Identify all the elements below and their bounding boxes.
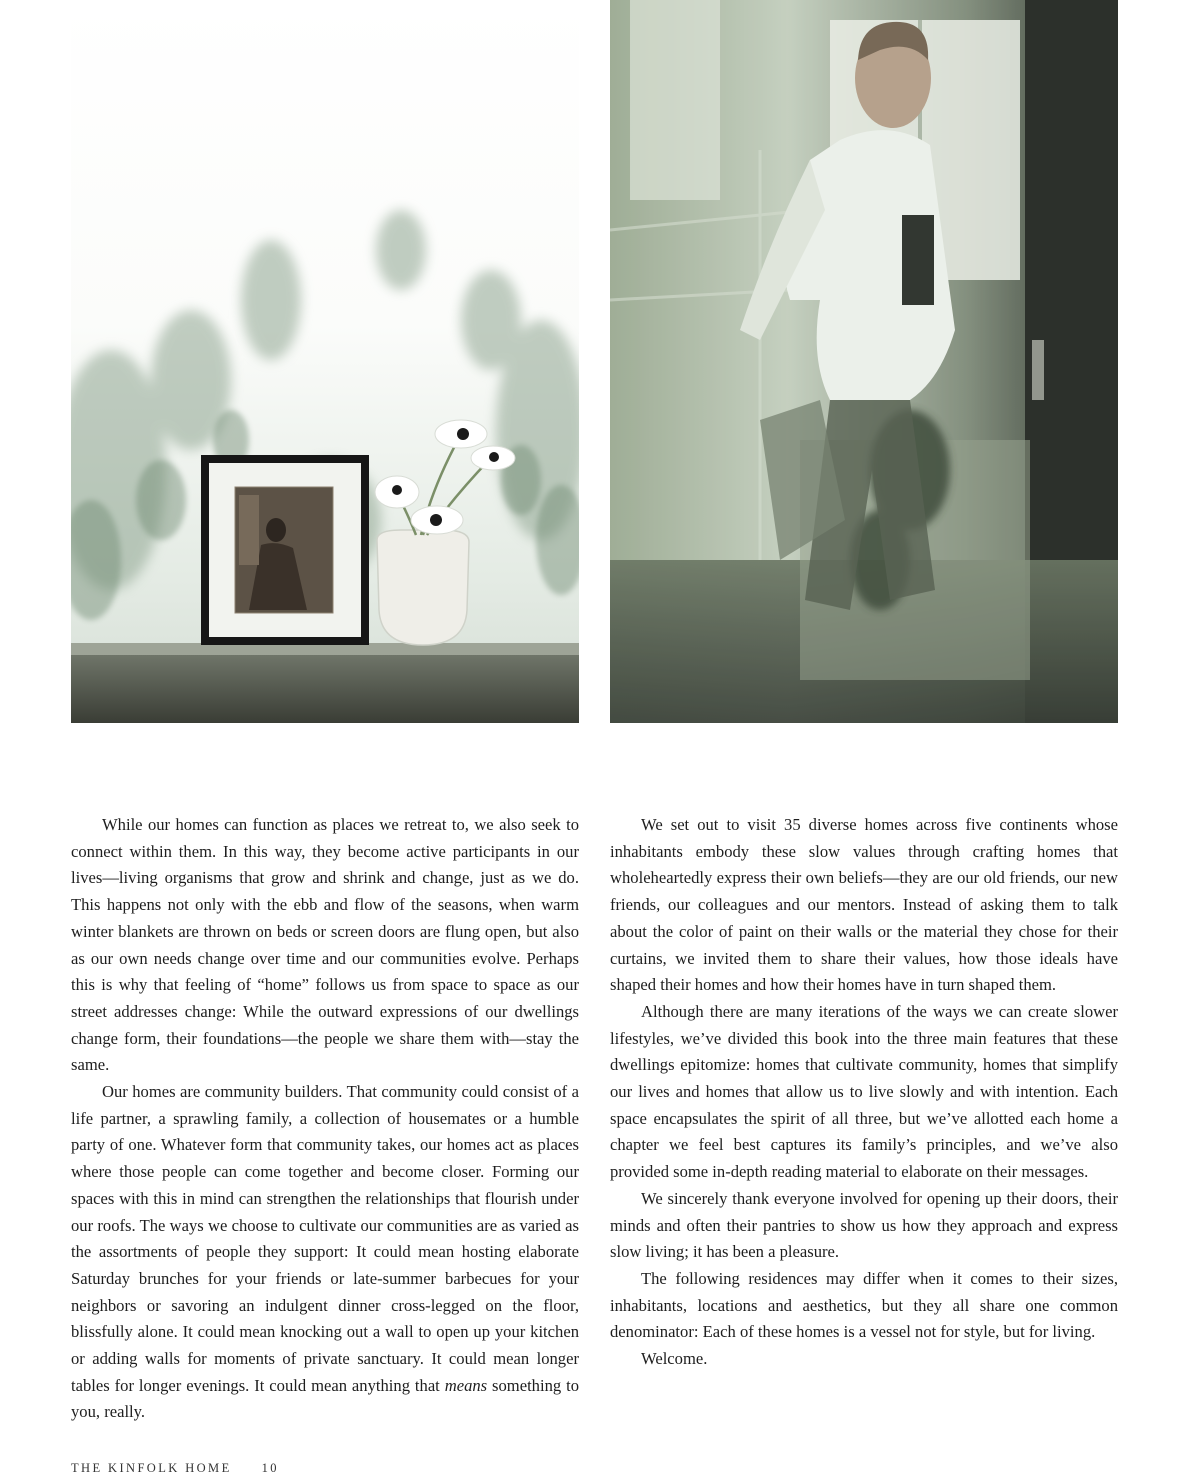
doorway-photo — [610, 0, 1118, 723]
paragraph: Although there are many iterations of the ways we can create slower lifestyles, we’ve divided this book into the three main features that these dwellings epitomize: homes that cultivate community, homes that simplify our lives and homes that allow us to live slowly and with intention. Each space encapsulates the spirit of all three, but we’ve allotted each home a chapter we feel best captures its family’s principles, and we’ve also provided some in-depth reading material to elaborate on their messages. — [610, 1001, 1118, 1182]
paragraph: While our homes can function as places we retreat to, we also seek to connect within them. In this way, they become active participants in our lives—living organisms that grow and shrink and change, just as we do. This happens not only with the ebb and flow of the seasons, when warm winter blankets are thrown on beds or screen doors are flung open, but also as our own needs change over time and our communities evolve. Perhaps this is why that feeling of “home” follows us from space to space as our street addresses change: While the outward expressions of our dwellings change form, their foundations—the people we share them with—stay the same. — [71, 815, 579, 1075]
article-left-column — [71, 812, 579, 1426]
page-footer — [71, 1461, 279, 1476]
paragraph: We set out to visit 35 diverse homes across five continents whose inhabitants embody these slow values through crafting homes that wholeheartedly express their own beliefs—they are our old friends, our new friends, our colleagues and our mentors. Instead of asking them to talk about the color of paint on their walls or the material they chose for their curtains, we invited them to share their values, how those ideals have shaped their homes and how their homes have in turn shaped them. — [610, 815, 1118, 995]
paragraph: The following residences may differ when it comes to their sizes, inhabitants, locations and aesthetics, but they all share one common denominator: Each of these homes is a vessel not for style, but for living. — [610, 1268, 1118, 1342]
windowsill-photo — [71, 0, 579, 723]
article-right-column — [610, 812, 1118, 1373]
emphasis: means — [444, 1375, 488, 1395]
paragraph: We sincerely thank everyone involved for opening up their doors, their minds and often their pantries to show us how they approach and express slow living; it has been a pleasure. — [610, 1188, 1118, 1262]
paragraph-tail: something to you, really. — [71, 1375, 580, 1422]
book-title: THE KINFOLK HOME — [71, 1461, 232, 1475]
paragraph — [71, 1079, 579, 1426]
paragraph-text: Our homes are community builders. That community could consist of a life partner, a sprawling family, a collection of housemates or a humble party of one. Whatever form that community takes, our homes act as places where those people can come together and become closer. Forming our spaces with this in mind can strengthen the relationships that flourish under our roofs. The ways we choose to cultivate our communities are as varied as the assortments of people they support: It could mean hosting elaborate Saturday brunches for your friends or late-summer barbecues for your neighbors or savoring an indulgent dinner cross-legged on the floor, blissfully alone. It could mean knocking out a wall to open up your kitchen or adding walls for moments of private sanctuary. It could mean longer tables for longer evenings. It could mean anything that — [71, 1082, 579, 1395]
page-number: 10 — [261, 1461, 279, 1475]
paragraph: Welcome. — [641, 1349, 708, 1369]
